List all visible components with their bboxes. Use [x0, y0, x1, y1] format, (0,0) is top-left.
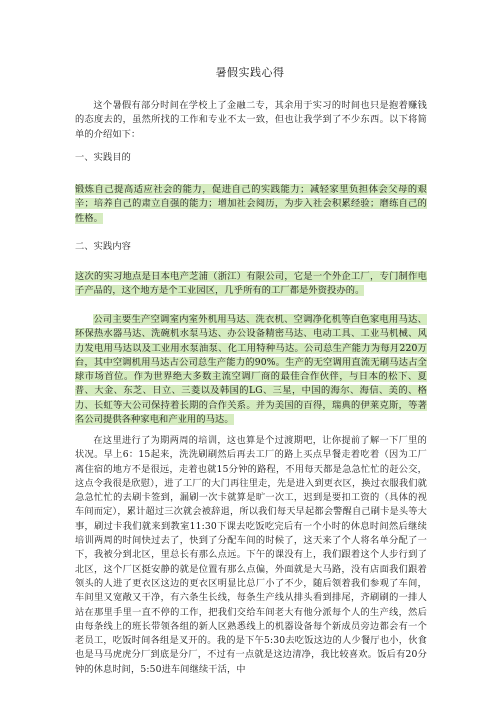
training-paragraph: 在这里进行了为期两周的培训，这也算是个过渡期吧，让你提前了解一下厂里的状况。早上6：15起来，洗洗刷刷然后再去工厂的路上买点早餐走着吃着（因为工厂离住宿的地方不是很远，走着也就15分钟的路程，不用每天都是急急忙忙的赶公交，这点令我很是欣慰），进了工厂的大门再往里走，先是进入到更衣区，换过衣服我们就急急忙忙的去刷卡签到，漏刷一次卡就算是旷一次工，迟到是要扣工资的（具体的视车间而定），累计超过三次就会被辞退，所以我们每天早起都会警醒自己刷卡是头等大事，刷过卡我们就来到教室11:30下课去吃饭吃完后有一个小时的休息时间然后继续培训两周的时间快过去了，快到了分配车间的时候了，这天来了个人将名单分配了一下，我被分到北区，里总长有那么点远。下午的课没有上，我们跟着这个人步行到了北区，这个厂区挺安静的就是位置有那么点偏，外面就是大马路，没有店面我们跟着领头的人进了更衣区这边的更衣区明显比总厂小了不少，随后领着我们参观了车间，车间里又宽敞又干净，有六条生长线，每条生产线从排头看到排尾，齐刷刷的一排人站在那里手里一直不停的工作，把我们交给车间老大有他分派每个人的生产线，然后由每条线上的班长带领各组的新人区熟悉线上的机器设备每个新成员旁边都会有一个老员工，吃饭时间各组是叉开的。我的是下午5:30去吃饭这边的人少餐厅也小，伙食也是马马虎虎分厂到底是分厂，不过有一点就是这边清净，我比较喜欢。饭后有20分钟的休息时间，5:50进车间继续干活，中 — [75, 435, 427, 675]
company-intro-paragraph — [75, 270, 427, 299]
purpose-text: 锻炼自己提高适应社会的能力，促进自己的实践能力；减轻家里负担体会父母的艰辛；培养自己的肃立自强的能力；增加社会阅历，为步入社会积累经验；磨练自己的性格。 — [75, 184, 427, 224]
section-heading-content: 二、实践内容 — [75, 241, 132, 252]
section-heading-purpose: 一、实践目的 — [75, 152, 132, 163]
company-products-paragraph — [75, 313, 427, 427]
purpose-paragraph — [75, 183, 427, 226]
company-products-text: 公司主要生产空调室内室外机用马达、洗衣机、空调净化机等白色家电用马达、环保热水器马达、洗碗机水泵马达、办公设备精密马达、电动工具、工业马机械、风力发电用马达以及工业用水泵油泵、化工用特种马达。公司总生产能力为每月220万台，其中空调机用马达占公司总生产能力的90%。生产的无空调用直流无刷马达占全球市场首位。作为世界绝大多数主流空调厂商的最佳合作伙伴，与日本的松下、夏普、大金、东芝、日立、三菱以及韩国的LG、三星，中国的海尔、海信、美的、格力、长虹等大公司保持着长期的合作关系。并为美国的百得，瑞典的伊莱克斯，等著名公司提供各种家电和产业用的马达。 — [75, 314, 427, 426]
company-intro-text: 这次的实习地点是日本电产芝浦（浙江）有限公司，它是一个外企工厂，专门制作电子产品的，这个地方是个工业园区，几乎所有的工厂都是外资投办的。 — [75, 271, 427, 297]
document-title: 暑假实践心得 — [215, 66, 285, 79]
intro-paragraph: 这个暑假有部分时间在学校上了金融二专，其余用于实习的时间也只是抱着赚钱的态度去的，虽然所找的工作和专业不太一致，但也让我学到了不少东西。以下将简单的介绍如下： — [75, 100, 427, 140]
